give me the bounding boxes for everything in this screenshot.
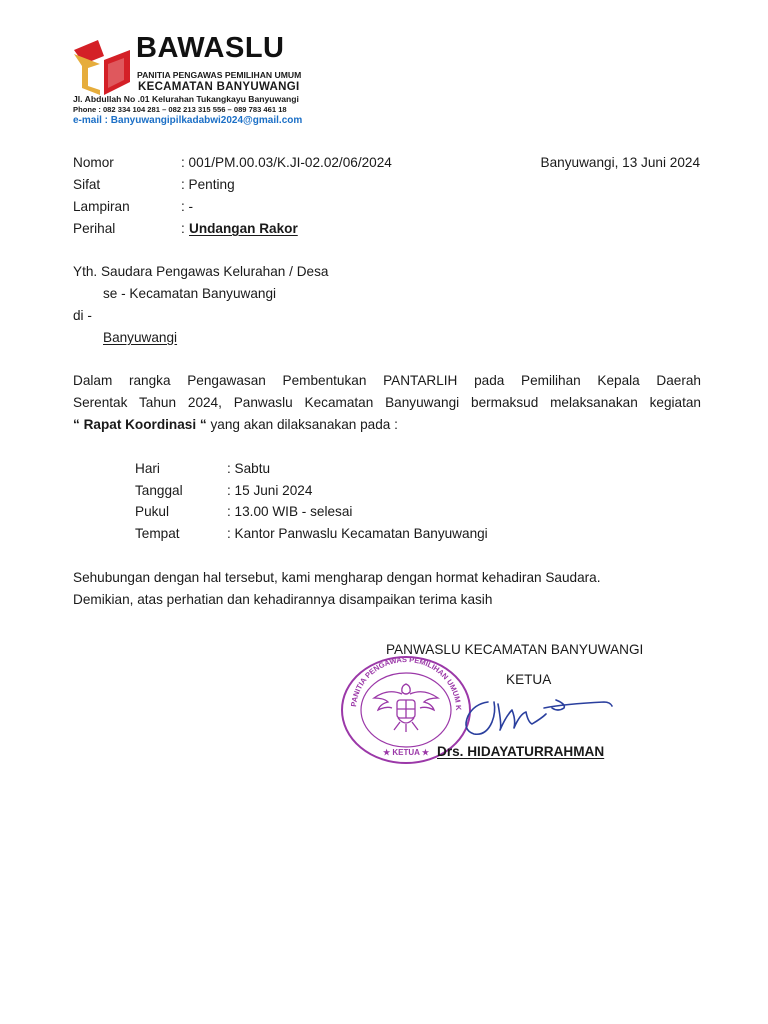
body-line-2: Serentak Tahun 2024, Panwaslu Kecamatan Banyuwangi bermaksud melaksanakan kegiatan [73, 395, 701, 410]
recipient-line-3: di - [73, 308, 92, 323]
lampiran-value: : - [181, 199, 194, 214]
signature-org: PANWASLU KECAMATAN BANYUWANGI [386, 642, 644, 657]
detail-tanggal-value: : 15 Juni 2024 [227, 483, 313, 498]
sifat-label: Sifat [73, 177, 101, 192]
recipient-line-1: Yth. Saudara Pengawas Kelurahan / Desa [73, 264, 329, 279]
detail-pukul-value: : 13.00 WIB - selesai [227, 504, 353, 519]
perihal-label: Perihal [73, 221, 116, 236]
brand-name: BAWASLU [136, 32, 285, 64]
nomor-label: Nomor [73, 155, 114, 170]
sifat-value: : Penting [181, 177, 235, 192]
detail-tempat-value: : Kantor Panwaslu Kecamatan Banyuwangi [227, 526, 488, 541]
letterhead-address: Jl. Abdullah No .01 Kelurahan Tukangkayu Banyuwangi [73, 94, 299, 104]
svg-text:★ KETUA ★: ★ KETUA ★ [382, 748, 430, 757]
closing-line-2: Demikian, atas perhatian dan kehadirannya disampaikan terima kasih [73, 592, 493, 607]
signatory-name: Drs. HIDAYATURRAHMAN [437, 744, 605, 759]
detail-hari-value: : Sabtu [227, 461, 271, 476]
letter-date: Banyuwangi, 13 Juni 2024 [540, 155, 700, 170]
letterhead-email[interactable]: e-mail : Banyuwangipilkadabwi2024@gmail.com [73, 115, 303, 126]
svg-text:PANITIA PENGAWAS PEMILIHAN UMU: PANITIA PENGAWAS PEMILIHAN UMUM K [349, 654, 464, 711]
handwritten-signature [458, 690, 620, 740]
body-line-3-rest: yang akan dilaksanakan pada : [206, 417, 398, 432]
event-name: “ Rapat Koordinasi “ [73, 417, 207, 432]
lampiran-label: Lampiran [73, 199, 130, 214]
signature-role: KETUA [506, 672, 552, 687]
detail-tanggal-label: Tanggal [135, 483, 183, 498]
detail-pukul-label: Pukul [135, 504, 170, 519]
bawaslu-logo [72, 38, 134, 96]
detail-tempat-label: Tempat [135, 526, 180, 541]
nomor-value: : 001/PM.00.03/K.JI-02.02/06/2024 [181, 155, 392, 170]
recipient-line-2: se - Kecamatan Banyuwangi [103, 286, 277, 301]
letterhead-district: KECAMATAN BANYUWANGI [138, 81, 300, 93]
perihal-colon: : [181, 221, 185, 236]
body-line-1: Dalam rangka Pengawasan Pembentukan PANTARLIH pada Pemilihan Kepala Daerah [73, 373, 701, 388]
detail-hari-label: Hari [135, 461, 160, 476]
body-line-3 [73, 418, 398, 432]
perihal-value: Undangan Rakor [189, 221, 298, 236]
letterhead-phone: Phone : 082 334 104 281 – 082 213 315 556 – 089 783 461 18 [73, 105, 287, 114]
recipient-city: Banyuwangi [103, 330, 178, 345]
closing-line-1: Sehubungan dengan hal tersebut, kami mengharap dengan hormat kehadiran Saudara. [73, 570, 601, 585]
letterhead-subtitle: PANITIA PENGAWAS PEMILIHAN UMUM [137, 70, 302, 80]
